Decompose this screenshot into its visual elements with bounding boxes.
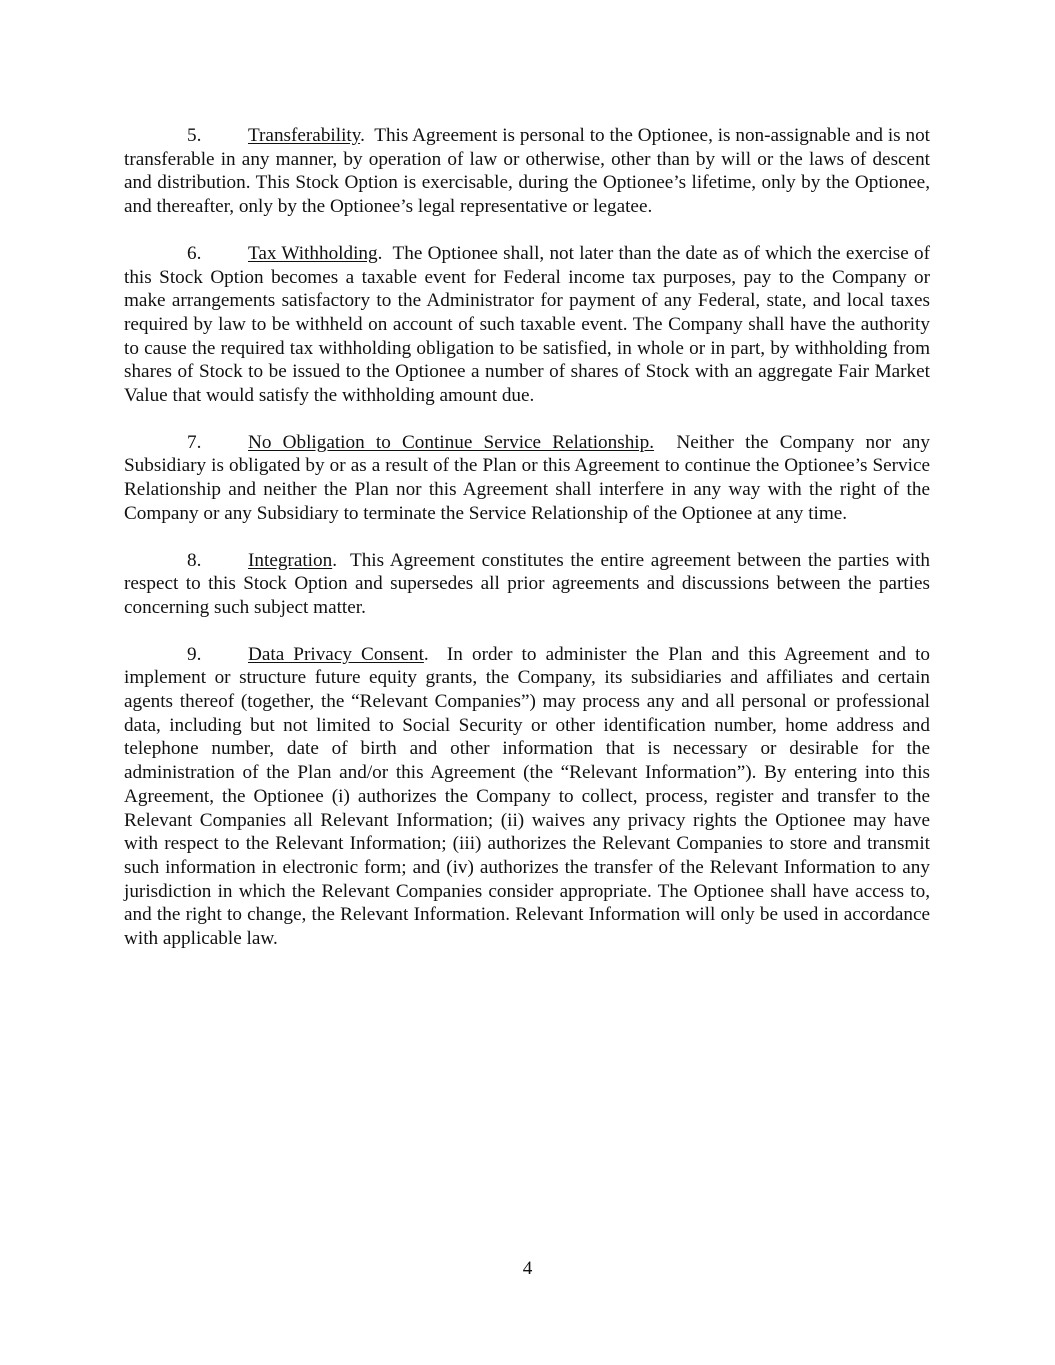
section-number: 9.	[187, 643, 202, 665]
section-body: The Optionee shall, not later than the date as of which the exercise of this Stock Option becomes a taxable event for Federal income tax purposes, pay to the Company or make arrangements satisfactory to the Administrator for payment of any Federal, state, and local taxes required by law to be withheld on account of such taxable event. The Company shall have the authority to cause the required tax withholding obligation to be satisfied, in whole or in part, by withholding from shares of Stock to be issued to the Optionee a number of shares of Stock with an aggregate Fair Market Value that would satisfy the withholding amount due.	[124, 242, 930, 407]
section-number: 8.	[187, 549, 202, 571]
section-number: 5.	[187, 125, 202, 146]
heading-punctuation: .	[377, 242, 383, 264]
section-heading: Tax Withholding	[248, 242, 378, 264]
heading-punctuation: .	[423, 643, 429, 665]
page-number: 4	[522, 1258, 533, 1279]
section-8-integration	[124, 549, 930, 620]
section-5-transferability	[124, 124, 930, 219]
section-body: Neither the Company nor any Subsidiary is obligated by or as a result of the Plan or this Agreement to continue the Optionee’s Service Relationship and neither the Plan nor this Agreement shall interfere in any way with the right of the Company or any Subsidiary to terminate the Service Relationship of the Optionee at any time.	[124, 431, 930, 524]
section-heading: Data Privacy Consent	[248, 643, 424, 665]
section-number: 7.	[187, 431, 202, 453]
section-7-no-obligation	[124, 431, 930, 526]
section-heading: No Obligation to Continue Service Relationship.	[248, 431, 655, 453]
section-number: 6.	[187, 242, 202, 264]
document-page	[124, 124, 930, 974]
heading-punctuation: .	[360, 125, 365, 146]
section-body: This Agreement constitutes the entire agreement between the parties with respect to this Stock Option and supersedes all prior agreements and discussions between the parties concerning such subject matter.	[124, 549, 930, 618]
section-6-tax-withholding	[124, 242, 930, 408]
section-body: In order to administer the Plan and this Agreement and to implement or structure future equity grants, the Company, its subsidiaries and affiliates and certain agents thereof (together, the “Relevant Companies”) may process any and all personal or professional data, including but not limited to Social Security or other identification number, home address and telephone number, date of birth and other information that is necessary or desirable for the administration of the Plan and/or this Agreement (the “Relevant Information”). By entering into this Agreement, the Optionee (i) authorizes the Company to collect, process, register and transfer to the Relevant Companies all Relevant Information; (ii) waives any privacy rights the Optionee may have with respect to the Relevant Information; (iii) authorizes the Relevant Companies to store and transmit such information in electronic form; and (iv) authorizes the transfer of the Relevant Information to any jurisdiction in which the Relevant Companies consider appropriate. The Optionee shall have access to, and the right to change, the Relevant Information. Relevant Information will only be used in accordance with applicable law.	[124, 643, 930, 950]
section-heading: Integration	[248, 549, 333, 571]
heading-punctuation: .	[332, 549, 337, 571]
section-body: This Agreement is personal to the Optionee, is non-assignable and is not transferable in any manner, by operation of law or otherwise, other than by will or the laws of descent and distribution. This Stock Option is exercisable, during the Optionee’s lifetime, only by the Optionee, and thereafter, only by the Optionee’s legal representative or legatee.	[124, 125, 930, 218]
section-heading: Transferability	[248, 125, 361, 146]
section-9-data-privacy-consent	[124, 643, 930, 951]
